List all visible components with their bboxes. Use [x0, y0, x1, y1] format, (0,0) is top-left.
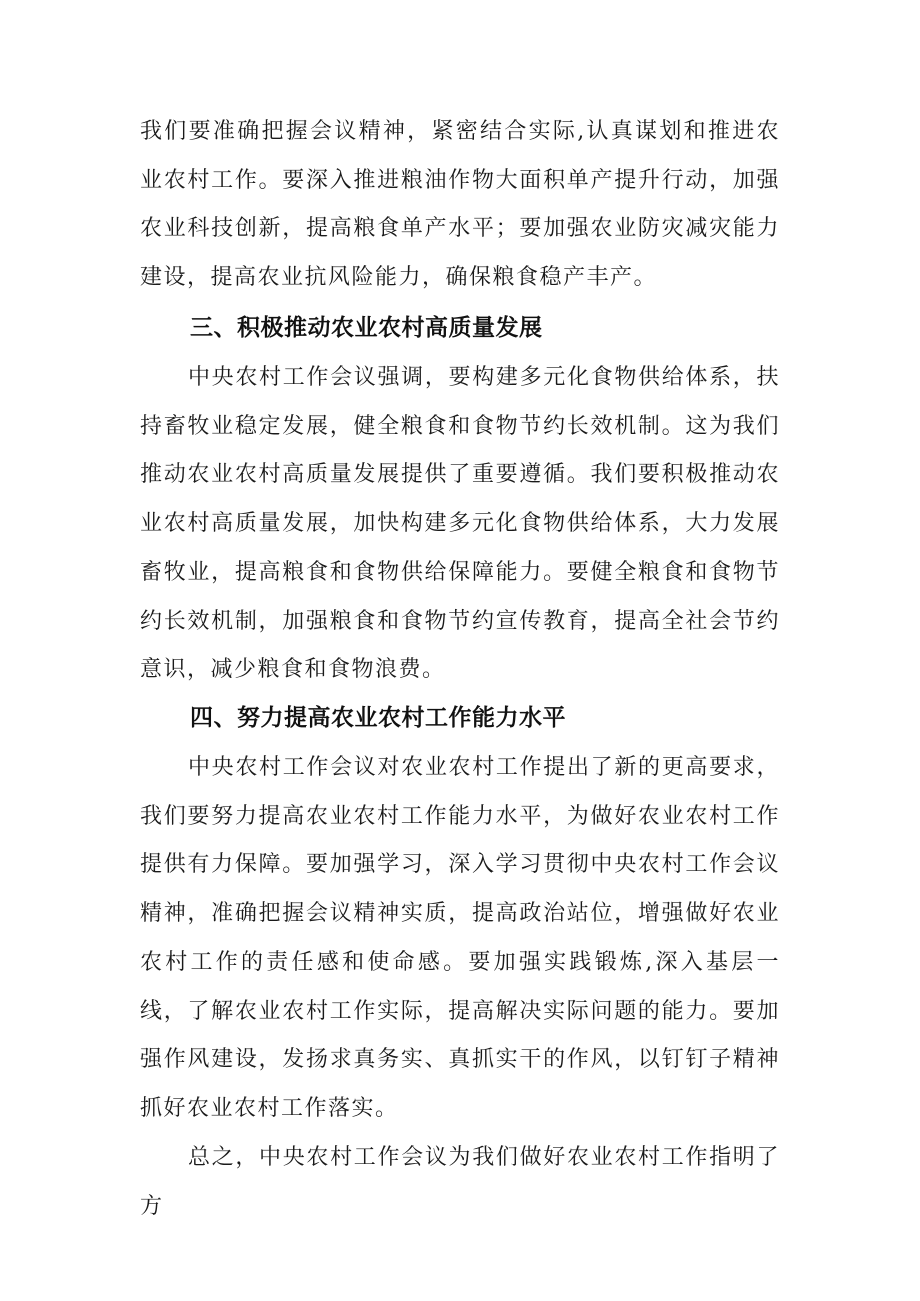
body-paragraph: 总之，中央农村工作会议为我们做好农业农村工作指明了方	[140, 1145, 780, 1219]
section-heading-3: 三、积极推动农业农村高质量发展	[190, 315, 543, 341]
body-paragraph: 我们要准确把握会议精神，紧密结合实际,认真谋划和推进农业农村工作。要深入推进粮油作物大面积单产提升行动，加强农业科技创新，提高粮食单产水平；要加强农业防灾减灾能力建设，提高农业抗风险能力，确保粮食稳产丰产。	[140, 119, 780, 291]
body-paragraph: 中央农村工作会议对农业农村工作提出了新的更高要求，我们要努力提高农业农村工作能力水平，为做好农业农村工作提供有力保障。要加强学习，深入学习贯彻中央农村工作会议精神，准确把握会议精神实质，提高政治站位，增强做好农业农村工作的责任感和使命感。要加强实践锻炼,深入基层一线，了解农业农村工作实际，提高解决实际问题的能力。要加强作风建设，发扬求真务实、真抓实干的作风，以钉钉子精神抓好农业农村工作落实。	[140, 755, 780, 1121]
body-paragraph: 中央农村工作会议强调，要构建多元化食物供给体系，扶持畜牧业稳定发展，健全粮食和食物节约长效机制。这为我们推动农业农村高质量发展提供了重要遵循。我们要积极推动农业农村高质量发展，加快构建多元化食物供给体系，大力发展畜牧业，提高粮食和食物供给保障能力。要健全粮食和食物节约长效机制，加强粮食和食物节约宣传教育，提高全社会节约意识，减少粮食和食物浪费。	[140, 365, 780, 683]
section-heading-4: 四、努力提高农业农村工作能力水平	[190, 705, 566, 731]
